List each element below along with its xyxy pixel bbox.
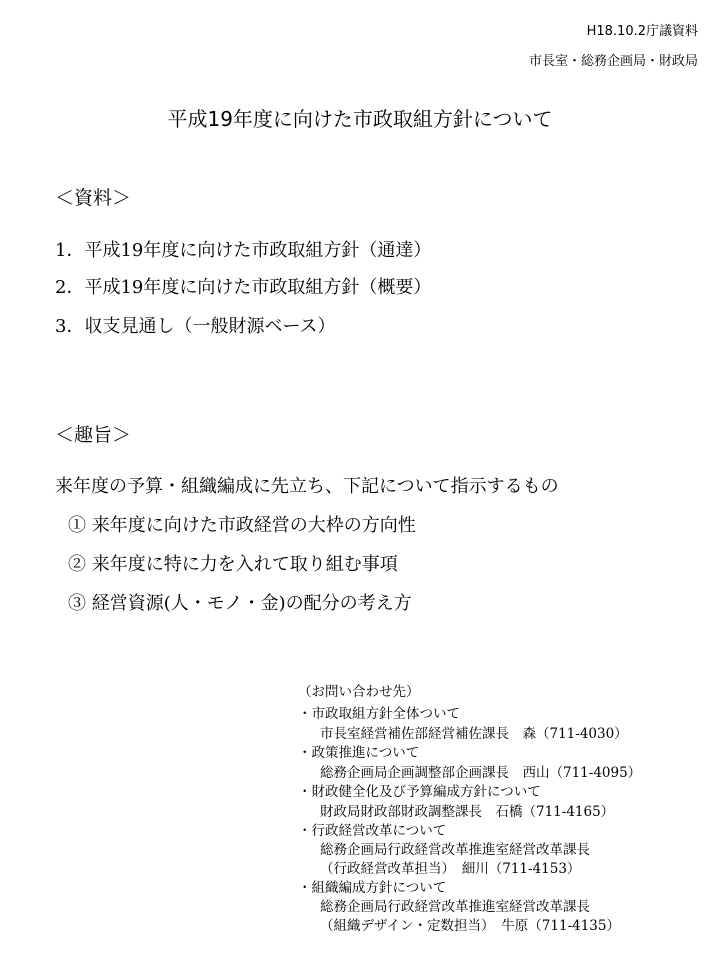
contact-person: 総務企画局行政経営改革推進室経営改革課長: [320, 899, 590, 915]
contact-topic: ・組織編成方針について: [298, 880, 447, 896]
contact-person: 市長室経営補佐部経営補佐課長 森（711-4030）: [320, 726, 628, 742]
document-date-label: H18.10.2庁議資料: [586, 24, 698, 39]
purpose-list-item: ② 来年度に特に力を入れて取り組む事項: [68, 554, 398, 575]
materials-list-item: 3．収支見通し（一般財源ベース）: [55, 316, 336, 337]
materials-list-item: 1．平成19年度に向けた市政取組方針（通達）: [55, 240, 432, 261]
purpose-list-item: ③ 経営資源(人・モノ・金)の配分の考え方: [68, 593, 412, 614]
contact-person: 総務企画局企画調整部企画課長 西山（711-4095）: [320, 765, 642, 781]
contact-person: 財政局財政部財政調整課長 石橋（711-4165）: [320, 804, 615, 820]
contact-topic: ・政策推進について: [298, 745, 420, 761]
contact-person: 総務企画局行政経営改革推進室経営改革課長: [320, 842, 590, 858]
contacts-heading: （お問い合わせ先）: [298, 684, 420, 700]
purpose-list-item: ① 来年度に向けた市政経営の大枠の方向性: [68, 515, 416, 536]
page-title: 平成19年度に向けた市政取組方針について: [167, 107, 553, 131]
contact-topic: ・市政取組方針全体ついて: [298, 706, 460, 722]
materials-heading: ＜資料＞: [55, 187, 132, 209]
contact-topic: ・財政健全化及び予算編成方針について: [298, 784, 541, 800]
contact-person: （組織デザイン・定数担当） 牛原（711-4135）: [320, 918, 620, 934]
materials-list-item: 2．平成19年度に向けた市政取組方針（概要）: [55, 277, 432, 298]
issuing-departments: 市長室・総務企画局・財政局: [528, 54, 698, 69]
purpose-heading: ＜趣旨＞: [55, 424, 132, 446]
purpose-intro: 来年度の予算・組織編成に先立ち、下記について指示するもの: [55, 476, 559, 497]
contact-topic: ・行政経営改革について: [298, 823, 447, 839]
contact-person: （行政経営改革担当） 細川（711-4153）: [320, 861, 581, 877]
